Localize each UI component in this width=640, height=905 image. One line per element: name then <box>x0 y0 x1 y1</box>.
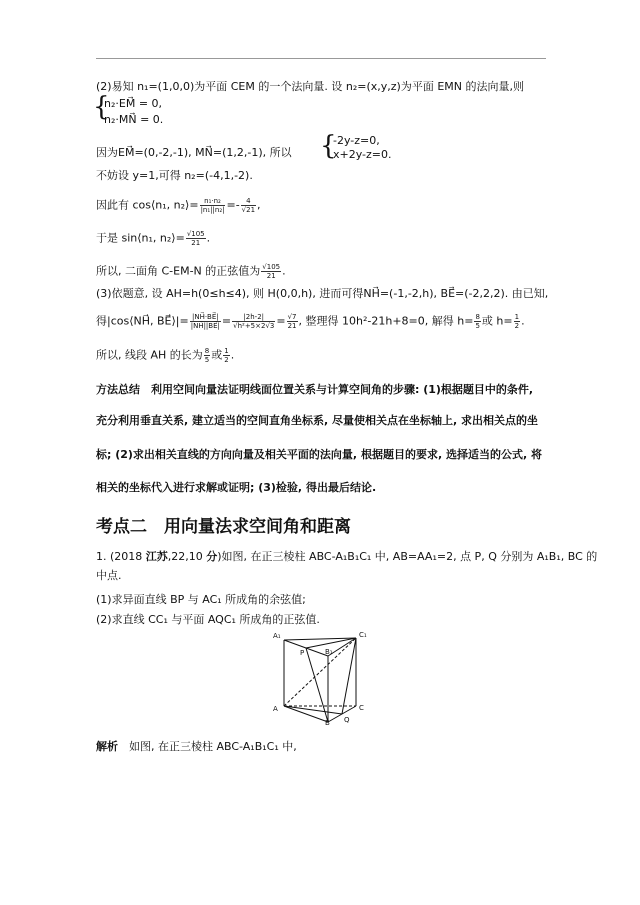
abs-cos-text: 得|cos⟨NH⃗, BE⃗⟩|= <box>96 314 189 328</box>
part3-line2 <box>96 313 525 330</box>
system2-brace: { <box>320 131 337 161</box>
part3-line3 <box>96 347 234 364</box>
dihedral-post: . <box>282 264 286 278</box>
ah-f1-num: 8 <box>204 347 210 355</box>
root1-num: 8 <box>475 313 480 321</box>
root-end: . <box>521 314 525 328</box>
label-q: Q <box>344 716 350 724</box>
abs-cos-f1-den: |NH⃗||BE⃗| <box>190 322 220 330</box>
edge-ab <box>284 706 328 722</box>
ah-end: . <box>230 348 235 362</box>
summary-line1: 方法总结 利用空间向量法证明线面位置关系与计算空间角的步骤: (1)根据题目中的条件, <box>96 383 534 396</box>
summary-line2: 充分利用垂直关系, 建立适当的空间直角坐标系, 尽量使相关点在坐标轴上, 求出相关点的坐 <box>96 414 539 427</box>
abs-cos-frac3 <box>287 313 298 330</box>
cos-text: 因此有 cos⟨n₁, n₂⟩= <box>96 198 199 212</box>
dihedral-fraction <box>261 263 281 280</box>
abs-cos-frac1 <box>190 313 221 330</box>
cos-frac2-den: √21 <box>241 206 256 214</box>
summary-line3: 标; (2)求出相关直线的方向向量及相关平面的法向量, 根据题目的要求, 选择适当的公式, 将 <box>96 448 542 461</box>
part2-line5 <box>96 230 210 247</box>
part2-line3: 不妨设 y=1,可得 n₂=(-4,1,-2). <box>96 169 253 182</box>
abs-cos-f1-num: |NH⃗·BE⃗| <box>190 313 221 322</box>
root2-frac <box>514 313 520 330</box>
part3-line1: (3)依题意, 设 AH=h(0≤h≤4), 则 H(0,0,h), 进而可得NH⃗=(-1,-2,h), BE⃗=(-2,2,2). 由已知, <box>96 287 549 300</box>
abs-cos-f3-den: 21 <box>287 322 297 330</box>
root2-num: 1 <box>514 313 520 321</box>
cos-post: , <box>257 198 261 212</box>
solution-text: 如图, 在正三棱柱 ABC-A₁B₁C₁ 中, <box>118 740 297 753</box>
problem-number: 1. (2018 <box>96 550 146 563</box>
cos-eq: =- <box>226 198 240 212</box>
abs-cos-f3-num: √7 <box>287 313 297 321</box>
part2-line4 <box>96 197 261 214</box>
label-p: P <box>300 649 305 657</box>
system1-brace: { <box>93 92 110 122</box>
abs-cos-f2-den: √h²+5×2√3 <box>233 322 275 330</box>
ah-frac1 <box>204 347 210 364</box>
dihedral-frac-den: 21 <box>266 272 276 280</box>
cos-frac1-num: n₁·n₂ <box>200 197 226 206</box>
label-b: B <box>325 719 330 726</box>
label-a1: A₁ <box>273 632 281 640</box>
sin-fraction <box>186 230 206 247</box>
sin-text: 于是 sin⟨n₁, n₂⟩= <box>96 231 185 245</box>
ah-or: 或 <box>211 348 223 362</box>
solution-line <box>96 740 297 754</box>
ah-f2-num: 1 <box>224 347 229 355</box>
problem-line1 <box>96 550 597 564</box>
problem-line4: (2)求直线 CC₁ 与平面 AQC₁ 所成角的正弦值. <box>96 613 320 626</box>
abs-cos-f2-num: |2h-2| <box>232 313 275 322</box>
abs-cos-eq2: = <box>276 314 286 328</box>
root-or: 或 h= <box>481 314 513 328</box>
cos-fraction-1 <box>200 197 226 214</box>
system1-eq2: n₂·MN⃗ = 0. <box>104 113 164 126</box>
quadratic-text: , 整理得 10h²-21h+8=0, 解得 h= <box>298 314 474 328</box>
ah-f2-den: 2 <box>224 356 229 364</box>
sin-frac-num: √105 <box>186 230 205 238</box>
part2-line2: 因为EM⃗=(0,-2,-1), MN⃗=(1,2,-1), 所以 <box>96 146 292 159</box>
problem-statement: )如图, 在正三棱柱 ABC-A₁B₁C₁ 中, AB=AA₁=2, 点 P, Q 分别为 A₁B₁, BC 的 <box>217 550 598 563</box>
system2-eq1: -2y-z=0, <box>333 134 380 147</box>
section-title: 考点二 用向量法求空间角和距离 <box>96 517 351 537</box>
root2-den: 2 <box>514 322 520 330</box>
ah-length-text: 所以, 线段 AH 的长为 <box>96 348 203 362</box>
sin-frac-den: 21 <box>191 239 201 247</box>
problem-line2: 中点. <box>96 569 122 582</box>
label-c: C <box>359 704 364 712</box>
problem-points-unit: 分 <box>206 550 218 563</box>
problem-meta: ,22,10 <box>167 550 207 563</box>
problem-source: 江苏 <box>145 550 168 563</box>
cos-frac1-den: |n₁||n₂| <box>200 206 225 214</box>
root1-den: 5 <box>475 322 480 330</box>
part2-line6 <box>96 263 286 280</box>
abs-cos-frac2 <box>232 313 275 330</box>
sin-post: . <box>206 231 211 245</box>
system1-eq1: n₂·EM⃗ = 0, <box>104 97 163 110</box>
dihedral-frac-num: √105 <box>262 263 281 271</box>
dihedral-text: 所以, 二面角 C-EM-N 的正弦值为 <box>96 264 261 278</box>
label-c1: C₁ <box>359 631 367 639</box>
prism-figure <box>270 628 380 726</box>
abs-cos-eq1: = <box>221 314 232 328</box>
system2-eq2: x+2y-z=0. <box>333 148 392 161</box>
summary-line4: 相关的坐标代入进行求解或证明; (3)检验, 得出最后结论. <box>96 481 377 494</box>
part2-line1: (2)易知 n₁=(1,0,0)为平面 CEM 的一个法向量. 设 n₂=(x,y,z)为平面 EMN 的法向量,则 <box>96 80 524 93</box>
segment-aq <box>284 706 342 714</box>
label-b1: B₁ <box>325 648 333 656</box>
header-rule <box>96 58 546 59</box>
ah-frac2 <box>223 347 229 364</box>
root1-frac <box>474 313 480 330</box>
problem-line3: (1)求异面直线 BP 与 AC₁ 所成角的余弦值; <box>96 593 306 606</box>
ah-f1-den: 5 <box>204 356 210 364</box>
cos-fraction-2 <box>241 197 256 214</box>
cos-frac2-num: 4 <box>241 197 256 206</box>
label-a: A <box>273 705 278 713</box>
solution-label: 解析 <box>96 740 118 753</box>
